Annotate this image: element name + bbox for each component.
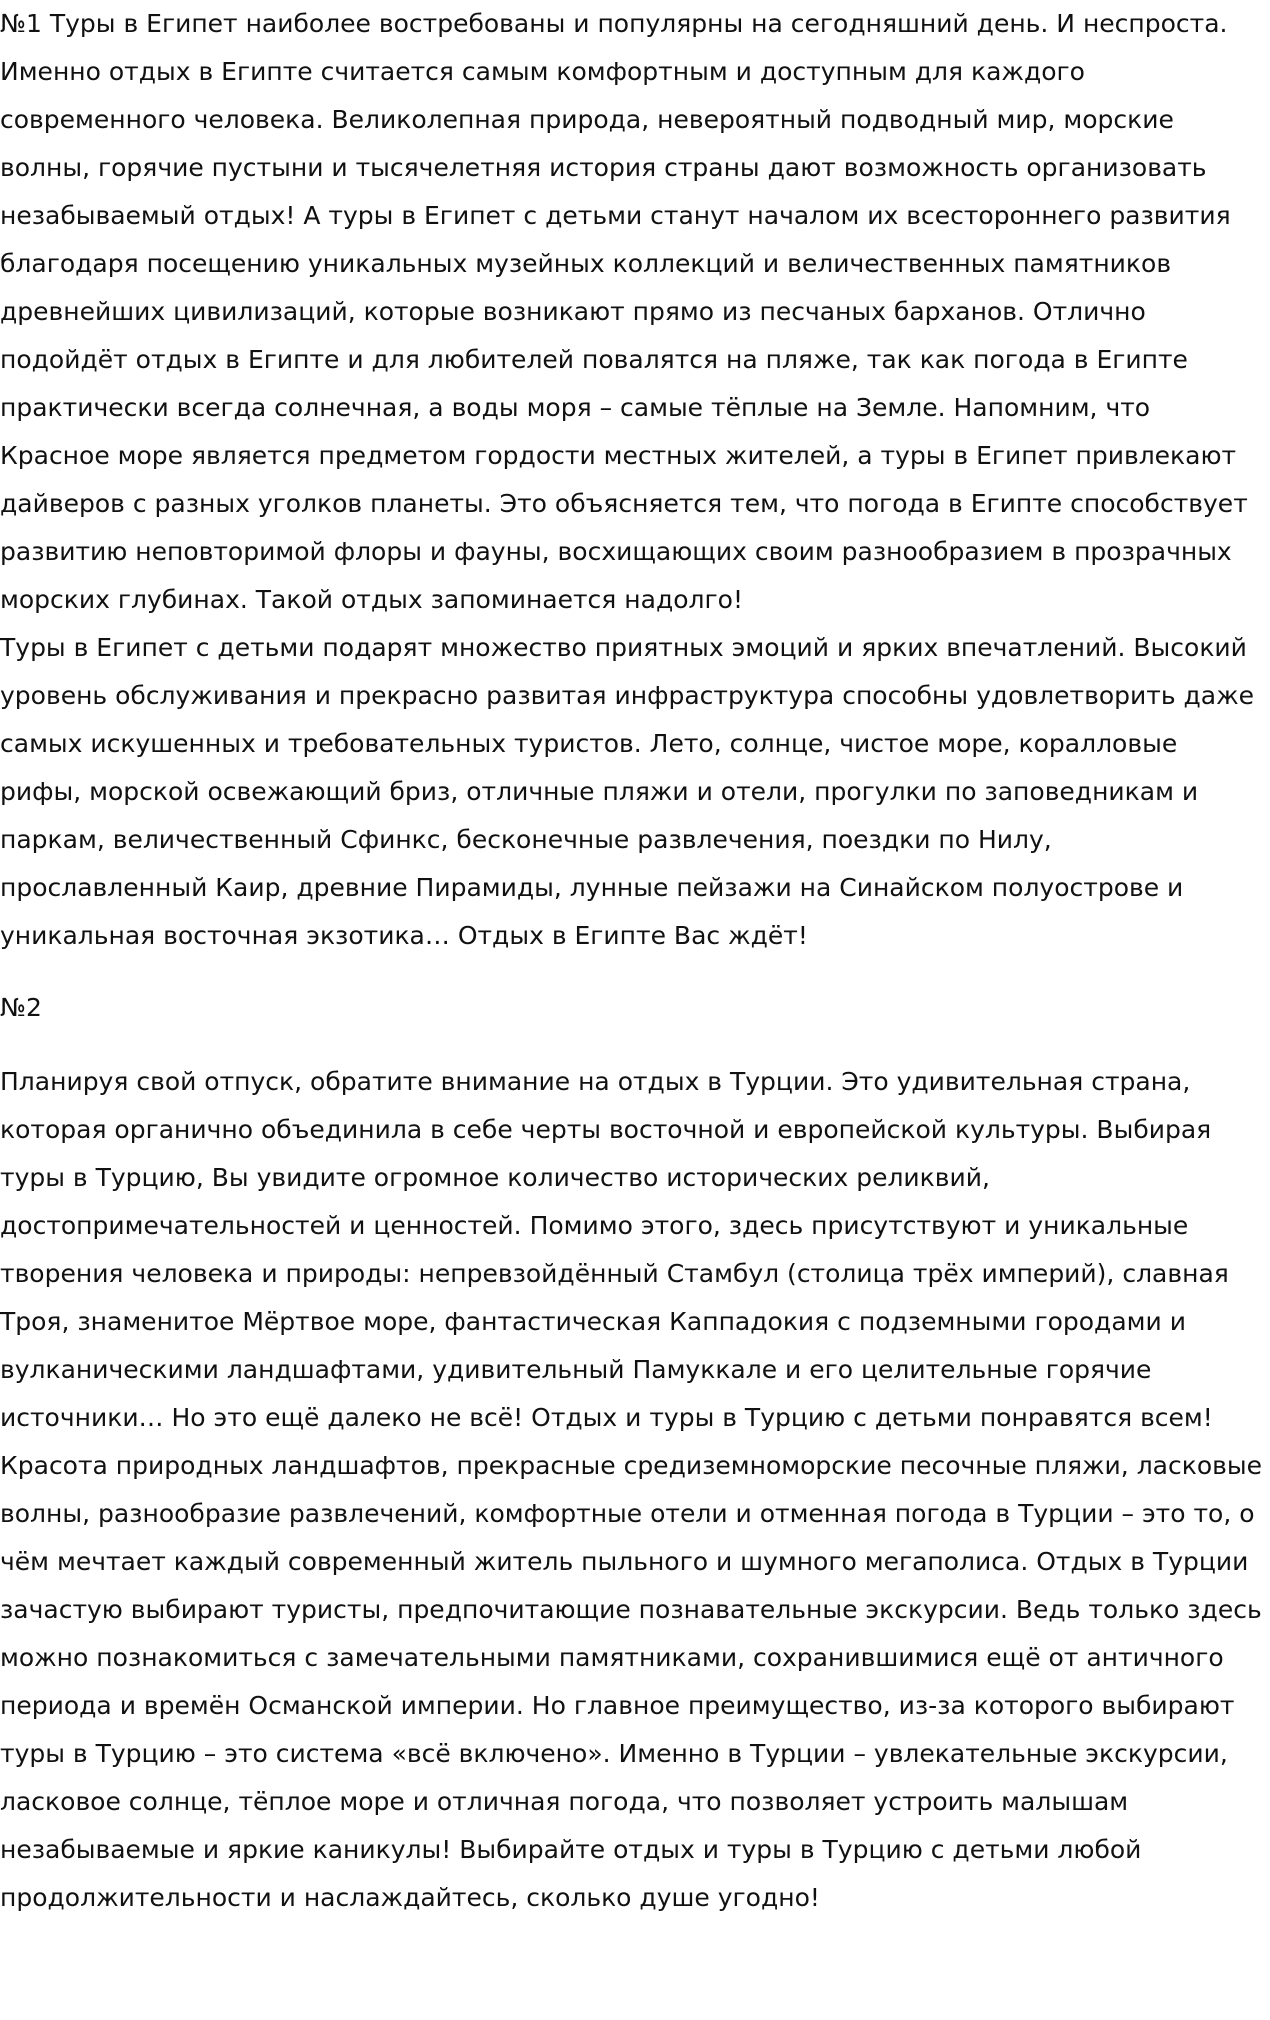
section2-heading: №2 (0, 993, 42, 1022)
section1-paragraph-1: №1 Туры в Египет наиболее востребованы и популярны на сегодняшний день. И неспроста. Именно отдых в Египте считается самым комфортным и доступным для каждого современного человека. Великолепная природа, невероятный подводный мир, морские волны, горячие пустыни и тысячелетняя история страны дают возможность организовать незабываемый отдых! А туры в Египет с детьми станут началом их всестороннего развития благодаря посещению уникальных музейных коллекций и величественных памятников древнейших цивилизаций, которые возникают прямо из песчаных барханов. Отлично подойдёт отдых в Египте и для любителей повалятся на пляже, так как погода в Египте практически всегда солнечная, а воды моря – самые тёплые на Земле. Напомним, что Красное море является предметом гордости местных жителей, а туры в Египет привлекают дайверов с разных уголков планеты. Это объясняется тем, что погода в Египте способствует развитию неповторимой флоры и фауны, восхищающих своим разнообразием в прозрачных морских глубинах. Такой отдых запоминается надолго! (0, 9, 1248, 614)
section1-paragraph-2: Туры в Египет с детьми подарят множество приятных эмоций и ярких впечатлений. Высокий уровень обслуживания и прекрасно развитая инфраструктура способны удовлетворить даже самых искушенных и требовательных туристов. Лето, солнце, чистое море, коралловые рифы, морской освежающий бриз, отличные пляжи и отели, прогулки по заповедникам и паркам, величественный Сфинкс, бесконечные развлечения, поездки по Нилу, прославленный Каир, древние Пирамиды, лунные пейзажи на Синайском полуострове и уникальная восточная экзотика… Отдых в Египте Вас ждёт! (0, 633, 1255, 950)
section2-paragraph-1: Планируя свой отпуск, обратите внимание на отдых в Турции. Это удивительная страна, которая органично объединила в себе черты восточной и европейской культуры. Выбирая туры в Турцию, Вы увидите огромное количество исторических реликвий, достопримечательностей и ценностей. Помимо этого, здесь присутствуют и уникальные творения человека и природы: непревзойдённый Стамбул (столица трёх империй), славная Троя, знаменитое Мёртвое море, фантастическая Каппадокия с подземными городами и вулканическими ландшафтами, удивительный Памуккале и его целительные горячие источники… Но это ещё далеко не всё! Отдых и туры в Турцию с детьми понравятся всем! Красота природных ландшафтов, прекрасные средиземноморские песочные пляжи, ласковые волны, разнообразие развлечений, комфортные отели и отменная погода в Турции – это то, о чём мечтает каждый современный житель пыльного и шумного мегаполиса. Отдых в Турции зачастую выбирают туристы, предпочитающие познавательные экскурсии. Ведь только здесь можно познакомиться с замечательными памятниками, сохранившимися ещё от античного периода и времён Османской империи. Но главное преимущество, из-за которого выбирают туры в Турцию – это система «всё включено». Именно в Турции – увлекательные экскурсии, ласковое солнце, тёплое море и отличная погода, что позволяет устроить малышам незабываемые и яркие каникулы! Выбирайте отдых и туры в Турцию с детьми любой продолжительности и наслаждайтесь, сколько душе угодно! (0, 1067, 1262, 1912)
